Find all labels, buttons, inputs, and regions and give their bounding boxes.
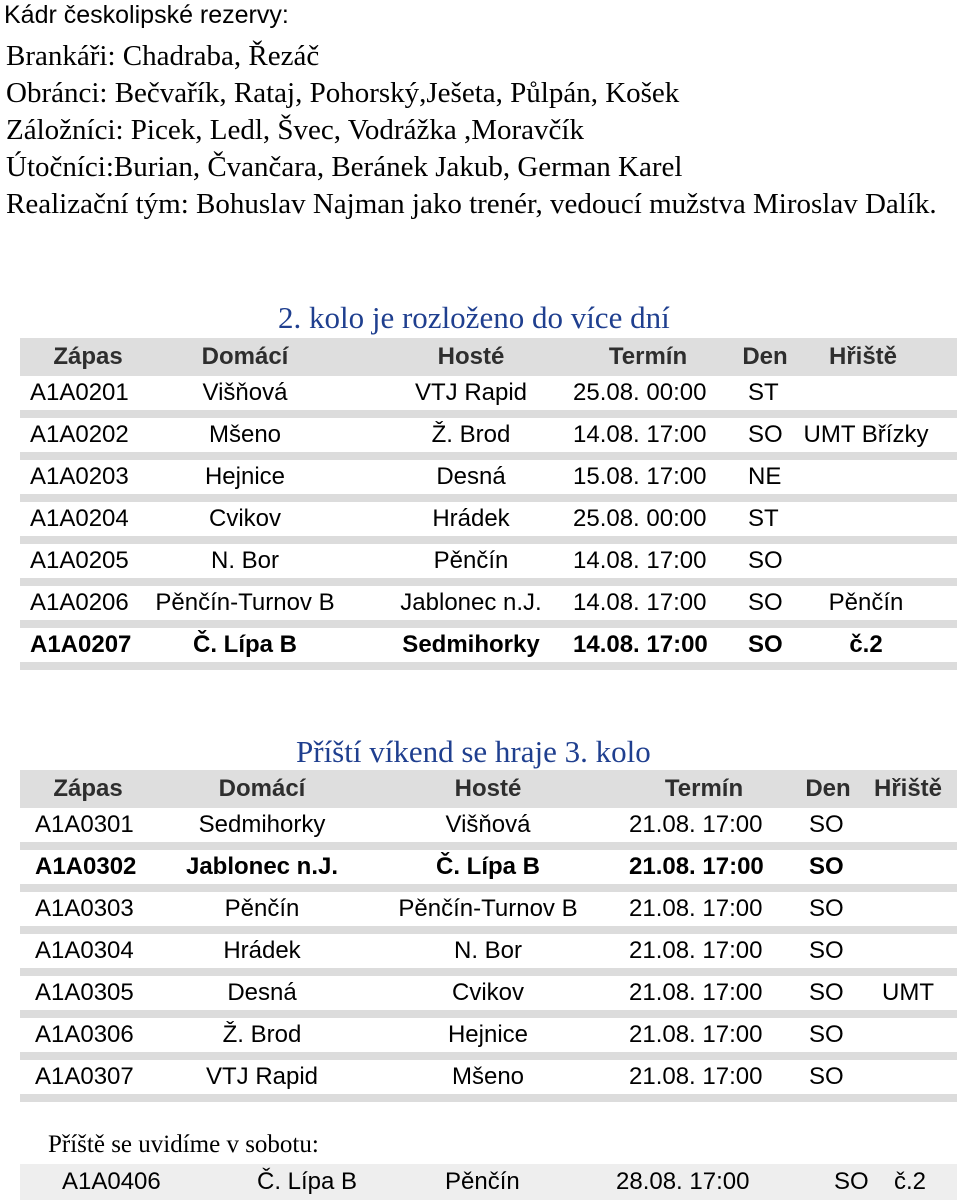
header-away: Hosté	[454, 775, 522, 802]
roster-list	[6, 38, 951, 223]
cell-away: Č. Lípa B	[435, 853, 541, 880]
table-row	[20, 1018, 957, 1060]
cell-home: Pěnčín	[224, 895, 300, 922]
cell-match: A1A0302	[35, 853, 137, 880]
cell-away: Ž. Brod	[431, 421, 511, 448]
roster-goalkeepers: Brankáři: Chadraba, Řezáč	[6, 40, 320, 72]
table-row	[20, 460, 957, 502]
cell-date: 15.08. 17:00	[573, 463, 707, 490]
cell-home: Č. Lípa B	[192, 631, 298, 658]
next-match-row	[20, 1164, 957, 1200]
table-row	[20, 376, 957, 418]
cell-day: SO	[809, 1063, 844, 1090]
cell-field: č.2	[894, 1168, 927, 1195]
cell-away: Pěnčín	[433, 547, 509, 574]
cell-home: Višňová	[202, 379, 288, 406]
cell-home: N. Bor	[210, 547, 280, 574]
cell-day: SO	[809, 979, 844, 1006]
cell-match: A1A0304	[35, 937, 134, 964]
cell-day: SO	[809, 811, 844, 838]
cell-home: Č. Lípa B	[257, 1168, 358, 1195]
cell-day: SO	[748, 589, 783, 616]
round2-table	[20, 338, 957, 670]
cell-home: VTJ Rapid	[205, 1063, 319, 1090]
table-row	[20, 850, 957, 892]
cell-date: 21.08. 17:00	[629, 1063, 763, 1090]
cell-match: A1A0306	[35, 1021, 134, 1048]
cell-field: UMT Břízky	[803, 421, 929, 448]
cell-date: 14.08. 17:00	[573, 631, 708, 658]
cell-date: 21.08. 17:00	[629, 853, 764, 880]
round3-title: Příští víkend se hraje 3. kolo	[296, 734, 651, 769]
roster-heading: Kádr českolipské rezervy:	[4, 1, 289, 29]
cell-match: A1A0201	[30, 379, 129, 406]
cell-away: Sedmihorky	[402, 631, 540, 658]
cell-day: NE	[748, 463, 782, 490]
cell-away: Višňová	[445, 811, 531, 838]
cell-match: A1A0202	[30, 421, 129, 448]
table-row	[20, 418, 957, 460]
cell-away: Hejnice	[447, 1021, 529, 1048]
cell-date: 14.08. 17:00	[573, 547, 707, 574]
cell-date: 14.08. 17:00	[573, 589, 707, 616]
cell-date: 25.08. 00:00	[573, 379, 707, 406]
round2-title: 2. kolo je rozloženo do více dní	[278, 300, 670, 335]
header-day: Den	[742, 343, 788, 370]
cell-home: Hrádek	[223, 937, 301, 964]
cell-day: SO	[809, 895, 844, 922]
header-day: Den	[805, 775, 851, 802]
table-row	[20, 502, 957, 544]
cell-day: SO	[809, 937, 844, 964]
cell-match: A1A0205	[30, 547, 129, 574]
cell-date: 21.08. 17:00	[629, 937, 763, 964]
cell-away: Jablonec n.J.	[400, 589, 542, 616]
cell-field: č.2	[849, 631, 883, 658]
table-row	[20, 934, 957, 976]
cell-day: ST	[748, 505, 779, 532]
cell-day: SO	[748, 631, 783, 658]
cell-home: Sedmihorky	[198, 811, 326, 838]
cell-day: SO	[809, 853, 844, 880]
table-row	[20, 586, 957, 628]
roster-staff: Realizační tým: Bohuslav Najman jako trenér, vedoucí mužstva Miroslav Dalík.	[6, 188, 937, 220]
cell-away: N. Bor	[453, 937, 523, 964]
cell-match: A1A0204	[30, 505, 129, 532]
roster-forwards: Útočníci:Burian, Čvančara, Beránek Jakub, German Karel	[6, 151, 683, 183]
table-row	[20, 628, 957, 670]
cell-day: SO	[809, 1021, 844, 1048]
table-row	[20, 892, 957, 934]
cell-away: Pěnčín	[445, 1168, 520, 1195]
header-field: Hřiště	[828, 343, 898, 370]
cell-date: 21.08. 17:00	[629, 895, 763, 922]
cell-match: A1A0303	[35, 895, 134, 922]
table-row	[20, 976, 957, 1018]
header-match: Zápas	[53, 775, 123, 802]
cell-date: 28.08. 17:00	[616, 1168, 750, 1195]
cell-home: Mšeno	[208, 421, 282, 448]
cell-match: A1A0307	[35, 1063, 134, 1090]
header-home: Domácí	[218, 775, 306, 802]
cell-away: VTJ Rapid	[414, 379, 528, 406]
cell-date: 25.08. 00:00	[573, 505, 707, 532]
cell-away: Pěnčín-Turnov B	[398, 895, 578, 922]
cell-home: Ž. Brod	[222, 1021, 302, 1048]
cell-match: A1A0406	[62, 1168, 161, 1195]
cell-home: Desná	[227, 979, 297, 1006]
cell-day: SO	[748, 421, 783, 448]
next-match-title: Příště se uvidíme v sobotu:	[48, 1131, 319, 1158]
cell-away: Desná	[436, 463, 506, 490]
cell-away: Mšeno	[451, 1063, 525, 1090]
cell-match: A1A0203	[30, 463, 129, 490]
round3-table	[20, 770, 957, 1102]
cell-home: Cvikov	[208, 505, 282, 532]
cell-match: A1A0301	[35, 811, 134, 838]
cell-home: Hejnice	[204, 463, 286, 490]
cell-date: 21.08. 17:00	[629, 1021, 763, 1048]
cell-field: UMT	[882, 979, 934, 1006]
header-date: Termín	[664, 775, 744, 802]
table-row	[20, 544, 957, 586]
cell-day: SO	[834, 1168, 869, 1195]
cell-date: 21.08. 17:00	[629, 811, 763, 838]
cell-day: SO	[748, 547, 783, 574]
table-row	[20, 808, 957, 850]
cell-date: 14.08. 17:00	[573, 421, 707, 448]
cell-day: ST	[748, 379, 779, 406]
header-away: Hosté	[437, 343, 505, 370]
cell-match: A1A0207	[30, 631, 132, 658]
header-field: Hřiště	[873, 775, 943, 802]
cell-match: A1A0206	[30, 589, 129, 616]
round3-header-row	[20, 770, 957, 808]
cell-field: Pěnčín	[828, 589, 904, 616]
roster-defenders: Obránci: Bečvařík, Rataj, Pohorský,Ješeta, Půlpán, Košek	[6, 77, 680, 109]
header-match: Zápas	[53, 343, 123, 370]
roster-midfielders: Záložníci: Picek, Ledl, Švec, Vodrážka ,Moravčík	[6, 114, 584, 146]
cell-home: Jablonec n.J.	[185, 853, 339, 880]
cell-match: A1A0305	[35, 979, 134, 1006]
table-row	[20, 1060, 957, 1102]
cell-home: Pěnčín-Turnov B	[155, 589, 335, 616]
header-home: Domácí	[201, 343, 289, 370]
cell-away: Cvikov	[451, 979, 525, 1006]
cell-away: Hrádek	[432, 505, 510, 532]
header-date: Termín	[608, 343, 688, 370]
round2-header-row	[20, 338, 957, 376]
cell-date: 21.08. 17:00	[629, 979, 763, 1006]
